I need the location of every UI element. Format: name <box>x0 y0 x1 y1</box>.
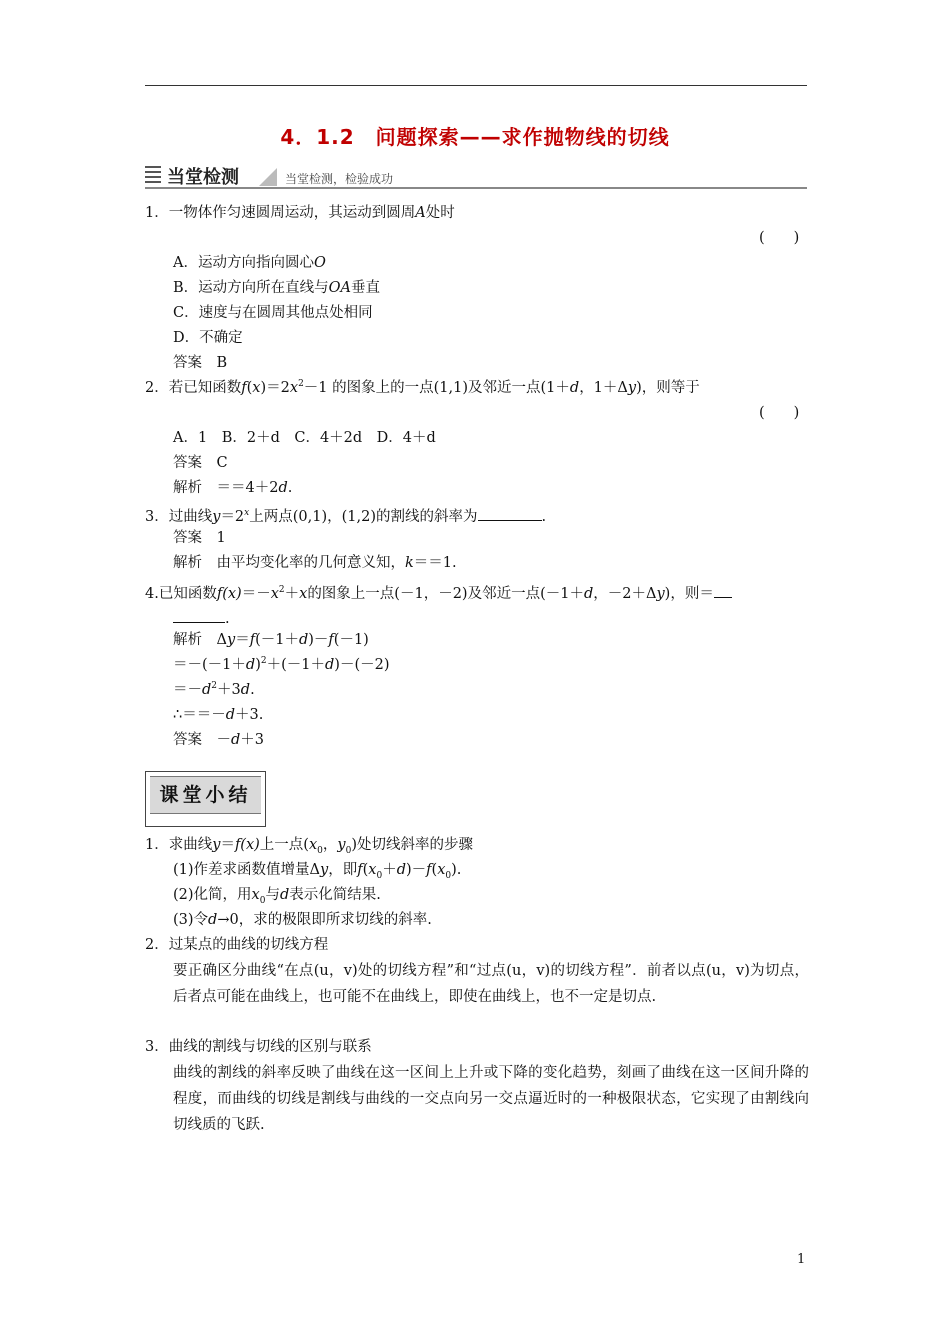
page-number: 1 <box>797 1252 806 1267</box>
q3-analysis: 解析 由平均变化率的几何意义知，k＝＝1. <box>173 555 457 571</box>
q2-analysis: 解析 ＝＝4＋2d. <box>173 480 293 496</box>
q1-paren: ( ) <box>759 230 800 246</box>
q1-answer: 答案 B <box>173 355 228 371</box>
summary-3-title: 3．曲线的割线与切线的区别与联系 <box>145 1039 372 1055</box>
summary-1-step-1: (1)作差求函数值增量Δy，即$f(x_0+d)-f(x_0)$. <box>173 862 462 881</box>
section-label: 当堂检测 <box>167 167 239 188</box>
q1-stem: 1．一物体作匀速圆周运动，其运动到圆周A处时 <box>145 205 455 221</box>
header-rule <box>145 85 807 86</box>
q1-option-c: C．速度与在圆周其他点处相同 <box>173 305 373 321</box>
section-subtitle: 当堂检测，检验成功 <box>285 172 394 186</box>
q4-analysis-4: ∴＝＝－d＋3. <box>173 707 264 723</box>
q4-answer-blank[interactable] <box>173 608 225 623</box>
summary-2-body: 要正确区分曲线“在点(u，v)处的切线方程”和“过点(u，v)的切线方程”．前者以点(u，v)为切点，后者点可能在曲线上，也可能不在曲线上，即使在曲线上，也不一定是切点. <box>173 963 809 1005</box>
q2-paren: ( ) <box>759 405 800 421</box>
banner-triangle-icon <box>259 168 277 186</box>
q4-answer-blank-start[interactable] <box>714 583 732 598</box>
q4-stem-continued: . <box>173 608 230 627</box>
q3-answer: 答案 1 <box>173 530 226 546</box>
q4-analysis-3: $=-d^2+3d$. <box>173 681 255 698</box>
summary-heading: 课堂小结 <box>159 784 252 806</box>
summary-3-body: 曲线的割线的斜率反映了曲线在这一区间上上升或下降的变化趋势，刻画了曲线在这一区间升降的程度，而曲线的切线是割线与曲线的一交点向另一交点逼近时的一种极限状态，它实现了由割线向切线质的飞跃. <box>173 1065 809 1133</box>
q3-stem: 3．过曲线$y=2^x$上两点(0,1)，(1,2)的割线的斜率为 . <box>145 506 546 525</box>
summary-heading-box <box>145 771 266 827</box>
q4-stem: 4.已知函数$f(x)=-x^2+x$的图象上一点(－1，－2)及邻近一点(－1＋d，－2＋Δy)，则＝ <box>145 583 732 602</box>
summary-1-step-3: (3)令d→0，求的极限即所求切线的斜率. <box>173 912 432 928</box>
q4-answer: 答案 －d＋3 <box>173 732 265 748</box>
q3-answer-blank[interactable] <box>478 506 542 521</box>
page-title: 4．1.2 问题探索——求作抛物线的切线 <box>280 125 670 149</box>
summary-1-step-2: (2)化简，用$x_0$与d表示化简结果. <box>173 887 381 906</box>
q2-answer: 答案 C <box>173 455 228 471</box>
q1-option-d: D．不确定 <box>173 330 243 346</box>
q2-options: A．1 B．2＋d C．4＋2d D．4＋d <box>173 430 436 446</box>
banner-stripes-icon <box>145 166 161 186</box>
banner-rule <box>145 187 807 189</box>
q2-stem: 2．若已知函数$f(x)=2x^2-1$ 的图象上的一点(1,1)及邻近一点(1＋d，1＋Δy)，则等于 <box>145 379 700 396</box>
q1-option-a: A．运动方向指向圆心O <box>173 255 326 271</box>
q1-option-b: B．运动方向所在直线与OA垂直 <box>173 280 381 296</box>
q4-analysis-1: 解析 Δy＝f(－1＋d)－f(－1) <box>173 632 369 648</box>
q4-analysis-2: $=-(-1+d)^2+(-1+d)-(-2)$ <box>173 656 390 673</box>
summary-1-title: 1．求曲线y＝f(x)上一点($x_0$，$y_0$)处切线斜率的步骤 <box>145 837 473 856</box>
section-banner <box>145 162 807 190</box>
summary-2-title: 2．过某点的曲线的切线方程 <box>145 937 329 953</box>
